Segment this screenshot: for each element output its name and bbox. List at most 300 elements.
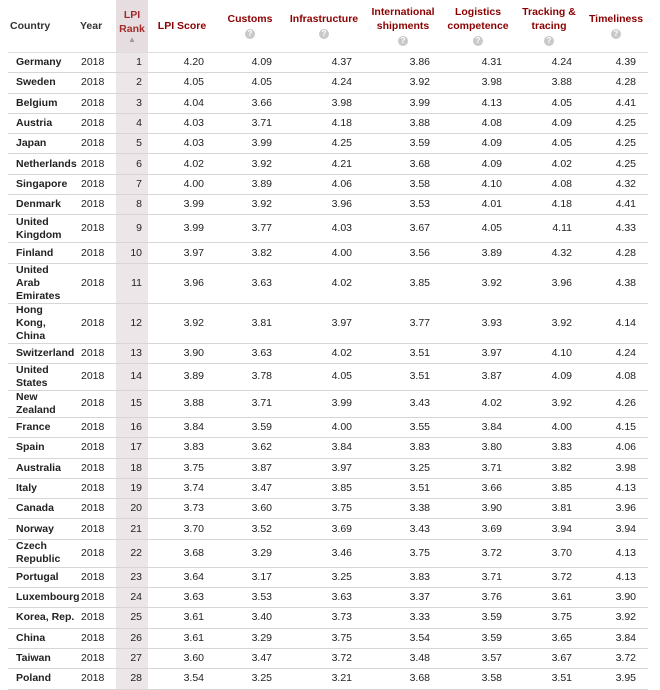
cell-lpi-rank: 5: [116, 134, 148, 154]
cell-infrastructure: 3.21: [284, 669, 364, 689]
cell-lpi-rank: 26: [116, 628, 148, 648]
cell-year: 2018: [78, 73, 116, 93]
cell-tracking-tracing: 3.85: [514, 478, 584, 498]
cell-customs: 3.63: [216, 343, 284, 363]
cell-tracking-tracing: 3.96: [514, 263, 584, 303]
cell-country: United Kingdom: [8, 215, 78, 243]
cell-lpi-score: 4.02: [148, 154, 216, 174]
cell-infrastructure: 4.18: [284, 113, 364, 133]
cell-customs: 3.52: [216, 519, 284, 539]
cell-lpi-score: 3.64: [148, 567, 216, 587]
cell-logistics-competence: 3.72: [442, 539, 514, 567]
cell-timeliness: 4.26: [584, 390, 648, 417]
cell-international-shipments: 3.83: [364, 438, 442, 458]
table-row: [8, 53, 648, 73]
cell-customs: 3.47: [216, 648, 284, 668]
cell-logistics-competence: 4.05: [442, 215, 514, 243]
cell-international-shipments: 3.85: [364, 263, 442, 303]
cell-year: 2018: [78, 438, 116, 458]
cell-customs: 3.60: [216, 499, 284, 519]
cell-lpi-score: 4.03: [148, 113, 216, 133]
cell-year: 2018: [78, 588, 116, 608]
cell-tracking-tracing: 3.92: [514, 390, 584, 417]
cell-customs: 3.77: [216, 215, 284, 243]
cell-logistics-competence: 4.10: [442, 174, 514, 194]
cell-infrastructure: 3.98: [284, 93, 364, 113]
cell-logistics-competence: 3.89: [442, 243, 514, 263]
cell-timeliness: 4.25: [584, 154, 648, 174]
cell-infrastructure: 4.37: [284, 53, 364, 73]
cell-lpi-score: 4.00: [148, 174, 216, 194]
cell-customs: 3.89: [216, 174, 284, 194]
cell-infrastructure: 3.96: [284, 195, 364, 215]
cell-infrastructure: 4.06: [284, 174, 364, 194]
cell-customs: 3.92: [216, 195, 284, 215]
cell-country: Spain: [8, 438, 78, 458]
help-icon[interactable]: ?: [319, 29, 329, 39]
cell-infrastructure: 3.99: [284, 390, 364, 417]
cell-lpi-rank: 27: [116, 648, 148, 668]
cell-country: Singapore: [8, 174, 78, 194]
help-icon[interactable]: ?: [544, 36, 554, 46]
cell-international-shipments: 3.43: [364, 519, 442, 539]
cell-infrastructure: 3.85: [284, 478, 364, 498]
cell-infrastructure: 4.02: [284, 263, 364, 303]
cell-international-shipments: 3.83: [364, 567, 442, 587]
lpi-table: [8, 0, 648, 690]
cell-timeliness: 4.13: [584, 478, 648, 498]
cell-timeliness: 3.92: [584, 608, 648, 628]
sort-ascending-icon: ▲: [128, 35, 136, 44]
cell-international-shipments: 3.67: [364, 215, 442, 243]
help-icon[interactable]: ?: [611, 29, 621, 39]
cell-year: 2018: [78, 195, 116, 215]
cell-timeliness: 3.72: [584, 648, 648, 668]
cell-international-shipments: 3.25: [364, 458, 442, 478]
cell-lpi-rank: 21: [116, 519, 148, 539]
cell-lpi-rank: 15: [116, 390, 148, 417]
cell-customs: 3.87: [216, 458, 284, 478]
cell-customs: 3.63: [216, 263, 284, 303]
cell-year: 2018: [78, 499, 116, 519]
cell-international-shipments: 3.92: [364, 73, 442, 93]
cell-lpi-score: 3.92: [148, 303, 216, 343]
cell-logistics-competence: 3.59: [442, 608, 514, 628]
cell-country: United Arab Emirates: [8, 263, 78, 303]
cell-timeliness: 3.98: [584, 458, 648, 478]
cell-country: Finland: [8, 243, 78, 263]
cell-year: 2018: [78, 263, 116, 303]
cell-customs: 3.40: [216, 608, 284, 628]
table-row: [8, 174, 648, 194]
cell-tracking-tracing: 4.09: [514, 363, 584, 390]
cell-lpi-rank: 24: [116, 588, 148, 608]
cell-logistics-competence: 3.69: [442, 519, 514, 539]
cell-year: 2018: [78, 390, 116, 417]
cell-international-shipments: 3.51: [364, 363, 442, 390]
table-row: [8, 303, 648, 343]
cell-customs: 3.82: [216, 243, 284, 263]
cell-country: Hong Kong, China: [8, 303, 78, 343]
col-header-lpi-rank[interactable]: LPI Rank ▲: [116, 0, 148, 53]
cell-timeliness: 4.13: [584, 567, 648, 587]
cell-year: 2018: [78, 93, 116, 113]
cell-international-shipments: 3.88: [364, 113, 442, 133]
cell-tracking-tracing: 3.51: [514, 669, 584, 689]
cell-year: 2018: [78, 343, 116, 363]
cell-logistics-competence: 3.92: [442, 263, 514, 303]
cell-country: Poland: [8, 669, 78, 689]
table-row: [8, 478, 648, 498]
cell-tracking-tracing: 4.32: [514, 243, 584, 263]
cell-tracking-tracing: 4.05: [514, 93, 584, 113]
cell-international-shipments: 3.68: [364, 669, 442, 689]
table-row: [8, 567, 648, 587]
cell-infrastructure: 4.03: [284, 215, 364, 243]
cell-year: 2018: [78, 669, 116, 689]
cell-country: United States: [8, 363, 78, 390]
cell-country: Italy: [8, 478, 78, 498]
cell-tracking-tracing: 4.02: [514, 154, 584, 174]
cell-customs: 3.78: [216, 363, 284, 390]
cell-tracking-tracing: 3.88: [514, 73, 584, 93]
col-header-logistics-competence[interactable]: Logistics competence ?: [442, 0, 514, 53]
cell-country: Netherlands: [8, 154, 78, 174]
cell-year: 2018: [78, 363, 116, 390]
cell-infrastructure: 3.46: [284, 539, 364, 567]
help-icon[interactable]: ?: [473, 36, 483, 46]
cell-lpi-score: 3.73: [148, 499, 216, 519]
cell-year: 2018: [78, 458, 116, 478]
cell-lpi-rank: 8: [116, 195, 148, 215]
col-header-infrastructure[interactable]: Infrastructure ?: [284, 0, 364, 53]
cell-tracking-tracing: 4.08: [514, 174, 584, 194]
cell-country: Canada: [8, 499, 78, 519]
cell-infrastructure: 4.25: [284, 134, 364, 154]
cell-lpi-rank: 1: [116, 53, 148, 73]
cell-timeliness: 3.84: [584, 628, 648, 648]
table-row: [8, 669, 648, 689]
cell-lpi-rank: 12: [116, 303, 148, 343]
table-row: [8, 343, 648, 363]
cell-lpi-score: 3.75: [148, 458, 216, 478]
cell-customs: 3.62: [216, 438, 284, 458]
cell-lpi-score: 3.88: [148, 390, 216, 417]
cell-timeliness: 4.24: [584, 343, 648, 363]
cell-tracking-tracing: 3.61: [514, 588, 584, 608]
cell-lpi-rank: 13: [116, 343, 148, 363]
cell-lpi-score: 4.20: [148, 53, 216, 73]
cell-year: 2018: [78, 154, 116, 174]
cell-logistics-competence: 3.84: [442, 417, 514, 437]
cell-customs: 3.81: [216, 303, 284, 343]
cell-year: 2018: [78, 539, 116, 567]
cell-year: 2018: [78, 519, 116, 539]
cell-timeliness: 4.28: [584, 73, 648, 93]
cell-international-shipments: 3.53: [364, 195, 442, 215]
cell-lpi-rank: 23: [116, 567, 148, 587]
cell-country: China: [8, 628, 78, 648]
cell-international-shipments: 3.86: [364, 53, 442, 73]
cell-year: 2018: [78, 417, 116, 437]
table-row: [8, 154, 648, 174]
cell-tracking-tracing: 4.24: [514, 53, 584, 73]
cell-timeliness: 4.39: [584, 53, 648, 73]
table-row: [8, 263, 648, 303]
cell-timeliness: 3.90: [584, 588, 648, 608]
lpi-table-container: [8, 0, 658, 690]
cell-logistics-competence: 3.76: [442, 588, 514, 608]
cell-timeliness: 4.06: [584, 438, 648, 458]
cell-country: Switzerland: [8, 343, 78, 363]
table-row: [8, 417, 648, 437]
cell-timeliness: 4.41: [584, 195, 648, 215]
cell-lpi-rank: 18: [116, 458, 148, 478]
table-row: [8, 390, 648, 417]
cell-infrastructure: 3.97: [284, 458, 364, 478]
cell-timeliness: 4.25: [584, 113, 648, 133]
cell-lpi-score: 3.96: [148, 263, 216, 303]
cell-lpi-score: 3.84: [148, 417, 216, 437]
cell-lpi-score: 3.74: [148, 478, 216, 498]
cell-international-shipments: 3.43: [364, 390, 442, 417]
table-row: [8, 499, 648, 519]
cell-lpi-score: 3.63: [148, 588, 216, 608]
cell-lpi-rank: 28: [116, 669, 148, 689]
col-header-timeliness[interactable]: Timeliness ?: [584, 0, 648, 53]
cell-lpi-rank: 9: [116, 215, 148, 243]
cell-lpi-score: 3.61: [148, 608, 216, 628]
cell-lpi-score: 3.83: [148, 438, 216, 458]
cell-tracking-tracing: 3.92: [514, 303, 584, 343]
cell-infrastructure: 4.05: [284, 363, 364, 390]
cell-lpi-score: 3.97: [148, 243, 216, 263]
cell-tracking-tracing: 4.11: [514, 215, 584, 243]
cell-country: Czech Republic: [8, 539, 78, 567]
cell-country: Denmark: [8, 195, 78, 215]
cell-timeliness: 3.95: [584, 669, 648, 689]
cell-infrastructure: 4.00: [284, 417, 364, 437]
table-row: [8, 134, 648, 154]
cell-country: Japan: [8, 134, 78, 154]
cell-lpi-rank: 19: [116, 478, 148, 498]
cell-lpi-rank: 3: [116, 93, 148, 113]
cell-logistics-competence: 3.98: [442, 73, 514, 93]
cell-international-shipments: 3.51: [364, 478, 442, 498]
cell-logistics-competence: 3.66: [442, 478, 514, 498]
cell-lpi-rank: 10: [116, 243, 148, 263]
cell-international-shipments: 3.48: [364, 648, 442, 668]
cell-year: 2018: [78, 648, 116, 668]
col-header-customs[interactable]: Customs ?: [216, 0, 284, 53]
cell-lpi-score: 3.70: [148, 519, 216, 539]
cell-logistics-competence: 4.01: [442, 195, 514, 215]
cell-customs: 3.71: [216, 113, 284, 133]
cell-lpi-score: 3.61: [148, 628, 216, 648]
cell-tracking-tracing: 3.65: [514, 628, 584, 648]
cell-lpi-rank: 17: [116, 438, 148, 458]
cell-logistics-competence: 3.58: [442, 669, 514, 689]
cell-customs: 3.71: [216, 390, 284, 417]
cell-infrastructure: 4.24: [284, 73, 364, 93]
cell-tracking-tracing: 4.18: [514, 195, 584, 215]
col-header-tracking-tracing[interactable]: Tracking & tracing ?: [514, 0, 584, 53]
cell-logistics-competence: 3.71: [442, 458, 514, 478]
table-body: [8, 53, 648, 690]
cell-tracking-tracing: 3.81: [514, 499, 584, 519]
cell-infrastructure: 3.84: [284, 438, 364, 458]
table-row: [8, 519, 648, 539]
cell-infrastructure: 3.97: [284, 303, 364, 343]
cell-international-shipments: 3.75: [364, 539, 442, 567]
cell-country: Austria: [8, 113, 78, 133]
cell-logistics-competence: 3.93: [442, 303, 514, 343]
cell-tracking-tracing: 3.72: [514, 567, 584, 587]
cell-customs: 4.09: [216, 53, 284, 73]
cell-customs: 3.29: [216, 539, 284, 567]
cell-customs: 3.53: [216, 588, 284, 608]
cell-international-shipments: 3.55: [364, 417, 442, 437]
cell-lpi-rank: 22: [116, 539, 148, 567]
cell-tracking-tracing: 3.83: [514, 438, 584, 458]
cell-customs: 3.29: [216, 628, 284, 648]
cell-infrastructure: 4.02: [284, 343, 364, 363]
cell-lpi-score: 3.54: [148, 669, 216, 689]
cell-timeliness: 4.15: [584, 417, 648, 437]
cell-international-shipments: 3.59: [364, 134, 442, 154]
cell-logistics-competence: 4.31: [442, 53, 514, 73]
table-row: [8, 195, 648, 215]
cell-logistics-competence: 4.08: [442, 113, 514, 133]
cell-lpi-rank: 6: [116, 154, 148, 174]
col-header-international-shipments[interactable]: International shipments ?: [364, 0, 442, 53]
cell-logistics-competence: 3.87: [442, 363, 514, 390]
cell-country: Taiwan: [8, 648, 78, 668]
cell-timeliness: 4.38: [584, 263, 648, 303]
cell-infrastructure: 3.63: [284, 588, 364, 608]
cell-year: 2018: [78, 53, 116, 73]
cell-year: 2018: [78, 628, 116, 648]
help-icon[interactable]: ?: [398, 36, 408, 46]
cell-year: 2018: [78, 243, 116, 263]
cell-country: Portugal: [8, 567, 78, 587]
cell-lpi-rank: 20: [116, 499, 148, 519]
cell-logistics-competence: 3.71: [442, 567, 514, 587]
cell-timeliness: 4.08: [584, 363, 648, 390]
col-header-country[interactable]: Country: [8, 0, 78, 53]
cell-customs: 4.05: [216, 73, 284, 93]
cell-country: Belgium: [8, 93, 78, 113]
table-row: [8, 628, 648, 648]
cell-lpi-rank: 2: [116, 73, 148, 93]
cell-country: Germany: [8, 53, 78, 73]
cell-international-shipments: 3.77: [364, 303, 442, 343]
cell-customs: 3.17: [216, 567, 284, 587]
cell-timeliness: 4.28: [584, 243, 648, 263]
cell-tracking-tracing: 3.94: [514, 519, 584, 539]
table-row: [8, 438, 648, 458]
cell-international-shipments: 3.33: [364, 608, 442, 628]
cell-timeliness: 3.96: [584, 499, 648, 519]
table-row: [8, 363, 648, 390]
cell-lpi-score: 3.60: [148, 648, 216, 668]
cell-tracking-tracing: 3.70: [514, 539, 584, 567]
cell-infrastructure: 3.75: [284, 499, 364, 519]
cell-customs: 3.66: [216, 93, 284, 113]
cell-year: 2018: [78, 567, 116, 587]
col-header-year[interactable]: Year: [78, 0, 116, 53]
cell-logistics-competence: 3.97: [442, 343, 514, 363]
cell-lpi-score: 3.99: [148, 195, 216, 215]
table-row: [8, 243, 648, 263]
cell-international-shipments: 3.38: [364, 499, 442, 519]
cell-lpi-score: 3.68: [148, 539, 216, 567]
cell-year: 2018: [78, 174, 116, 194]
cell-country: New Zealand: [8, 390, 78, 417]
cell-infrastructure: 4.00: [284, 243, 364, 263]
cell-lpi-rank: 4: [116, 113, 148, 133]
cell-lpi-rank: 25: [116, 608, 148, 628]
cell-country: France: [8, 417, 78, 437]
cell-logistics-competence: 3.57: [442, 648, 514, 668]
table-row: [8, 588, 648, 608]
cell-timeliness: 4.32: [584, 174, 648, 194]
table-row: [8, 648, 648, 668]
cell-logistics-competence: 3.80: [442, 438, 514, 458]
cell-year: 2018: [78, 303, 116, 343]
cell-customs: 3.92: [216, 154, 284, 174]
cell-customs: 3.99: [216, 134, 284, 154]
cell-timeliness: 4.41: [584, 93, 648, 113]
cell-lpi-score: 3.89: [148, 363, 216, 390]
cell-international-shipments: 3.99: [364, 93, 442, 113]
col-header-lpi-score[interactable]: LPI Score: [148, 0, 216, 53]
table-row: [8, 458, 648, 478]
cell-lpi-rank: 16: [116, 417, 148, 437]
cell-country: Australia: [8, 458, 78, 478]
cell-lpi-rank: 7: [116, 174, 148, 194]
cell-tracking-tracing: 4.00: [514, 417, 584, 437]
cell-lpi-score: 4.05: [148, 73, 216, 93]
cell-logistics-competence: 4.09: [442, 134, 514, 154]
cell-year: 2018: [78, 478, 116, 498]
cell-logistics-competence: 3.59: [442, 628, 514, 648]
cell-lpi-score: 3.90: [148, 343, 216, 363]
cell-timeliness: 4.13: [584, 539, 648, 567]
cell-timeliness: 4.14: [584, 303, 648, 343]
cell-timeliness: 3.94: [584, 519, 648, 539]
cell-tracking-tracing: 3.75: [514, 608, 584, 628]
cell-tracking-tracing: 3.67: [514, 648, 584, 668]
cell-international-shipments: 3.51: [364, 343, 442, 363]
header-row: [8, 0, 648, 53]
table-row: [8, 539, 648, 567]
cell-international-shipments: 3.58: [364, 174, 442, 194]
cell-tracking-tracing: 3.82: [514, 458, 584, 478]
table-row: [8, 113, 648, 133]
table-row: [8, 608, 648, 628]
cell-country: Korea, Rep.: [8, 608, 78, 628]
cell-lpi-rank: 14: [116, 363, 148, 390]
help-icon[interactable]: ?: [245, 29, 255, 39]
table-row: [8, 93, 648, 113]
cell-logistics-competence: 3.90: [442, 499, 514, 519]
cell-international-shipments: 3.68: [364, 154, 442, 174]
cell-country: Norway: [8, 519, 78, 539]
cell-international-shipments: 3.37: [364, 588, 442, 608]
cell-infrastructure: 3.69: [284, 519, 364, 539]
cell-tracking-tracing: 4.05: [514, 134, 584, 154]
